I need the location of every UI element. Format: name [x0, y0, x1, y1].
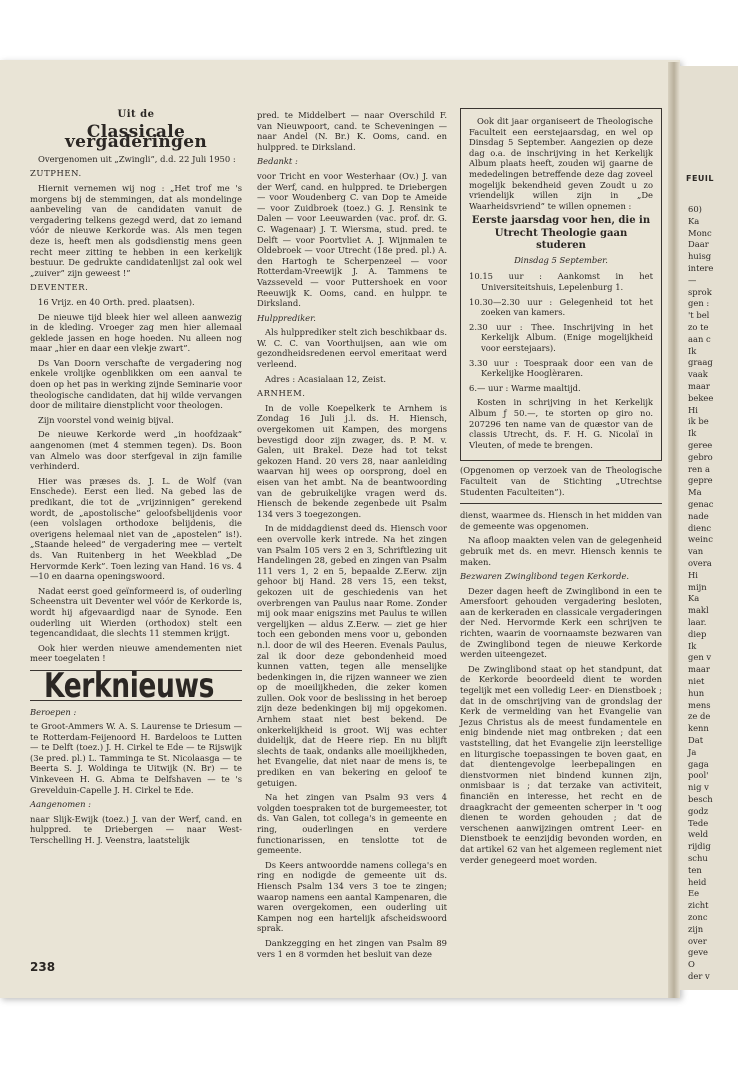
page-gutter — [668, 62, 680, 998]
deventer-paragraph: Ds Van Doorn verschafte de vergadering nog enkele vrolijke ogenblikken om een aanval te doen op het pas in werking zijnde Seminarie voor theologische candidaten, dat hij wilde vervangen door de militaire dienstplicht voor theologen. — [30, 357, 242, 411]
next-page-line: Ee — [688, 888, 700, 899]
next-page-line: ten — [688, 864, 702, 875]
deventer-paragraph: Ook hier werden nieuwe amendementen niet meer toegelaten ! — [30, 642, 242, 664]
next-page-line: rijdig — [688, 841, 711, 852]
next-page-line: — — [688, 274, 697, 285]
next-page-line: aan c — [688, 333, 711, 344]
next-page-line: bekee — [688, 392, 714, 403]
schedule-list — [469, 271, 653, 393]
hulpprediker-text: Als hulpprediker stelt zich beschikbaar ds. W. C. C. van Voorthuijsen, aan wie om gezondheidsredenen eervol emeritaat werd verleend. — [257, 327, 447, 370]
next-page-line: gen v — [688, 652, 712, 663]
next-page-line: weld — [688, 829, 709, 840]
box-kosten: Kosten in schrijving in het Kerkelijk Album ƒ 50.—, te storten op giro no. 207296 ten name van de quæstor van de classis Utrecht, ds. F. H. G. Nicolaï in Vleuten, of mede te brengen. — [469, 397, 653, 450]
arnhem-paragraph: Ds Keers antwoordde namens collega's en ring en nodigde de gemeente uit ds. Hiensch Psalm 134 vers 3 toe te zingen; waarop namens een aantal Kampenaren, die waren overgekomen, een ouderling uit Kampen nog een hartelijk afscheidswoord sprak. — [257, 859, 447, 934]
deventer-paragraph: 16 Vrijz. en 40 Orth. pred. plaatsen). — [38, 296, 195, 307]
column-2 — [257, 110, 447, 963]
zwingli-paragraph: Dezer dagen heeft de Zwinglibond in een te Amersfoort gehouden vergadering besloten, aan de kerkeraden en classicale vergaderingen der Ned. Hervormde Kerk een schrijven te richten, waarin de voornaamste bezwaren van de Zwinglibond tegen de nieuwe Kerkorde werden uiteengezet. — [460, 585, 662, 660]
bedankt-label: Bedankt : — [257, 156, 298, 167]
bedankt-text: voor Tricht en voor Westerhaar (Ov.) J. van der Werf, cand. en hulppred. te Driebergen — voor Woudenberg C. van Dop te Ameide — voor Zuidbroek (toez.) G. J. Rensink te Dalen — voor Leeuwarden (vac. prof. dr. G. C. Wagenaar) J. T. Wiersma, stud. pred. te Delft — voor Poortvliet A. J. Wijnmalen te Oldebroek — voor Utrecht (18e pred. pl.) A. den Hartogh te Scherpenzeel — voor Rotterdam-Vreewijk J. A. Tammens te Vazsseveld — voor Puttershoek en voor Reeuwijk K. Ooms, cand. en hulppr. te Dirksland. — [257, 170, 447, 309]
next-page-line: gen : — [688, 298, 710, 309]
arnhem-paragraph: Dankzegging en het zingen van Psalm 89 vers 1 en 8 vormden het besluit van deze — [257, 937, 447, 959]
next-page-line: Daar — [688, 239, 709, 250]
next-page-line: der v — [688, 971, 710, 981]
next-page-line: Hi — [688, 569, 698, 580]
next-page-line: niet — [688, 676, 705, 686]
next-page-line: Hi — [688, 404, 698, 415]
column-3 — [460, 108, 662, 869]
next-page-line: zicht — [688, 900, 709, 911]
schedule-item: 2.30 uur : Thee. Inschrijving in het Kerkelijk Album. (Enige mogelijkheid voor eerstejaars). — [469, 321, 653, 353]
kerknieuws-title: Kerknieuws — [44, 665, 215, 706]
next-page-line: geve — [688, 947, 709, 958]
next-page-line: pool' — [688, 770, 709, 781]
next-page-line: nade — [688, 510, 709, 521]
arnhem-heading: ARNHEM. — [257, 388, 306, 399]
next-page-line: gebro — [688, 451, 713, 462]
next-page-line: over — [688, 935, 707, 946]
aangenomen-label: Aangenomen : — [30, 799, 91, 810]
next-page-line: godz — [688, 805, 709, 816]
next-page-line: dienc — [688, 522, 712, 533]
deventer-paragraph: De nieuwe Kerkorde werd „in hoofdzaak” aangenomen (met 4 stemmen tegen). Ds. Boon van Almelo was door sterfgeval in zijn familie verhinderd. — [30, 429, 242, 472]
next-page-line: Ik — [688, 345, 697, 356]
arnhem-continued: dienst, waarmee ds. Hiensch in het midden van de gemeente was opgenomen. — [460, 510, 662, 531]
zwingli-paragraph: De Zwinglibond staat op het standpunt, dat de Kerkorde beoordeeld dient te worden tegelijk met een volledig Leer- en Dienstboek ; dat in de omschrijving van de grondslag der Kerk de vermelding van het Evangelie van Jezus Christus als de meest fundamentele en enig bindende niet mag ontbreken ; dat een vaststelling, dat het Evangelie zijn leerstellige en liturgische toepassingen te boven gaat, en dat dientengevolge leerbepalingen en dienstvormen niet bindend kunnen zijn, onmisbaar is ; dat terzake van activiteit, financiën en interesse, het recht en de draagkracht der gemeenten scherper in 't oog dienen te worden gehouden ; dat de verschenen aanwijzingen omtrent Leer- en Dienstboek te eenzijdig bevonden worden, en dat artikel 62 van het algemeen reglement niet verder genegeerd moet worden. — [460, 663, 662, 865]
next-page-line: Ka — [688, 593, 700, 604]
next-page-header: FEUIL — [686, 174, 714, 183]
beroepen-label: Beroepen : — [30, 706, 77, 717]
next-page-line: Dat — [688, 735, 704, 745]
page-number: 238 — [30, 960, 56, 974]
next-page-line: nig v — [688, 782, 709, 793]
next-page-line: van — [688, 546, 704, 557]
deventer-heading: DEVENTER. — [30, 282, 89, 293]
box-heading: Eerste jaarsdag voor hen, die in Utrecht Theologie gaan studeren — [471, 215, 651, 252]
next-page-line: ren a — [688, 463, 711, 474]
continued-text: pred. te Middelbert — naar Overschild F. van Nieuwpoort, cand. te Scheveningen — naar Andel (N. Br.) K. Ooms, cand. en hulppred. te Dirksland. — [257, 110, 447, 152]
next-page-line: ik be — [688, 416, 709, 427]
next-page-edge — [680, 66, 738, 990]
next-page-line: Ja — [688, 746, 697, 757]
deventer-paragraph: Nadat eerst goed geïnformeerd is, of ouderling Scheenstra uit Deventer wel vóór de Kerkorde is, wordt hij afgevaardigd naar de Synode. Een ouderling uit Wierden (orthodox) stelt een tegencandidaat, die slechts 11 stemmen krijgt. — [30, 585, 242, 639]
next-page-line: 60) — [688, 204, 702, 214]
next-page-line: Ma — [688, 487, 702, 498]
divider — [460, 503, 662, 504]
section-header-big: Classicale vergaderingen — [65, 121, 207, 153]
next-page-line: makl — [688, 605, 709, 616]
next-page-line: hun — [688, 687, 705, 698]
next-page-line: overa — [688, 558, 712, 568]
next-page-line: mijn — [688, 581, 707, 592]
next-page-line: zijn — [688, 923, 704, 934]
arnhem-continued: Na afloop maakten velen van de gelegenheid gebruik met ds. en mevr. Hiensch kennis te maken. — [460, 535, 662, 567]
arnhem-paragraph: In de middagdienst deed ds. Hiensch voor een overvolle kerk intrede. Na het zingen van Psalm 105 vers 2 en 3, Schriftlezing uit Handelingen 28, gebed en zingen van Psalm 111 vers 1, 2 en 5, bepaalde Z.Eerw. zijn gehoor bij Hand. 28 vers 15, een tekst, gekozen uit de geschiedenis van het overbrengen van Paulus naar Rome. Zonder mij ook maar enigszins met Paulus te willen vergelijken — aldus Z.Eerw. — ziet ge hier toch een gebonden mens voor u, gebonden n.l. door de wil des Heeren. Evenals Paulus, zal ik door deze gebondenheid moed kunnen vatten, tegen alle menselijke bedenkingen in, die rijzen wanneer we zien op de moeilijkheden, die zeker komen zullen. Ook voor de beslissing in het beroep zijn deze bedenkingen bij mij opgekomen. Arnhem staat niet best bekend. De onkerkelijkheid is groot. Wij was echter duidelijk, dat de Heere riep. En nu blijft slechts de taak, ondanks alle moeilijkheden, het Evangelie, dat niet naar de mens is, te prediken en van bekering en geloof te getuigen. — [257, 523, 447, 788]
hulpprediker-label: Hulpprediker. — [257, 312, 316, 323]
next-page-line: Ik — [688, 428, 697, 439]
next-page-line: weinc — [688, 534, 713, 545]
next-page-line: mens — [688, 699, 711, 710]
next-page-line: O — [688, 959, 695, 970]
next-page-line: graag — [688, 357, 713, 368]
next-page-line: gepre — [688, 475, 713, 486]
beroepen-text: te Groot-Ammers W. A. S. Laurense te Driesum — te Rotterdam-Feijenoord H. Bardeloos te Lutten — te Delft (toez.) J. H. Cirkel te Ede — te Rijswijk (3e pred. pl.) L. Tamminga te St. Nicolaasga — te Beerta S. J. Woldinga te Uitwijk (N. Br) — te Vinkeveen H. G. Abma te Delfshaven — te 's Grevelduin-Capelle J. H. Cirkel te Ede. — [30, 721, 242, 795]
intro-text: Overgenomen uit „Zwingli”, d.d. 22 Juli 1950 : — [38, 153, 236, 164]
next-page-line: intere — [688, 263, 714, 273]
next-page-line: maar — [688, 381, 710, 391]
zutphen-heading: ZUTPHEN. — [30, 168, 82, 179]
arnhem-paragraph: Na het zingen van Psalm 93 vers 4 volgden toespraken tot de burgemeester, tot ds. Van Galen, tot collega's in gemeente en ring, ouderlingen en verdere functionarissen, en tenslotte tot de gemeente. — [257, 792, 447, 856]
arnhem-paragraph: In de volle Koepelkerk te Arnhem is Zondag 16 Juli j.l. ds. H. Hiensch, overgekomen uit Kampen, des morgens bevestigd door zijn zwager, ds. P. M. v. Galen, uit Brakel. Deze had tot tekst gekozen Hand. 20 vers 28, naar aanleiding waarvan hij wees op oorsprong, doel en eisen van het ambt. Na de beantwoording van de gebruikelijke vragen werd ds. Hiensch de bekende zegenbede uit Psalm 134 vers 3 toegezongen. — [257, 402, 447, 519]
next-page-line: schu — [688, 853, 708, 863]
next-page-line: laar. — [688, 617, 707, 627]
next-page-line: Tede — [688, 817, 709, 828]
next-page-line: ze de — [688, 711, 711, 722]
next-page-line: huisg — [688, 251, 712, 262]
next-page-line: 't bel — [688, 310, 710, 321]
next-page-line: diep — [688, 628, 707, 639]
schedule-item: 3.30 uur : Toespraak door een van de Kerkelijke Hooglèraren. — [469, 357, 653, 379]
zutphen-text: Hiernit vernemen wij nog : „Het trof me 's morgens bij de stemmingen, dat als mondelinge aanbeveling van de candidaten vanuit de vergadering telkens gezegd werd, dat zo iemand vóór de nieuwe Kerkorde was. Als men tegen deze is, heeft men als godsdienstig mens geen recht meer zitting te hebben in een kerkelijk bestuur. De gedrukte candidatenlijst zal ook wel „zuiver” zijn geweest !” — [30, 182, 242, 278]
announcement-box — [460, 108, 662, 461]
next-page-line: kenn — [688, 723, 709, 734]
next-page-line: besch — [688, 794, 713, 804]
section-header-small: Uit de — [117, 109, 155, 120]
box-source: (Opgenomen op verzoek van de Theologische Faculteit van de Stichting „Utrechtse Studenten Faculteiten”). — [460, 465, 662, 497]
deventer-paragraph: Hier was præses ds. J. L. de Wolf (van Enschede). Eerst een lied. Na gebed las de predikant, die tot de „vrijzinnigen” gerekend wordt, de „apostolische” geloofsbelijdenis voor (een volslagen orthodoxe belijdenis, die overigens helemaal niet van de „apostelen” is!). „Staande heleed” de vergadering mee — vertelt ds. Van Ruitenberg in het Weekblad „De Hervormde Kerk”. Toen lezing van Hand. 16 vs. 4—10 en daarna openingswoord. — [30, 475, 242, 582]
next-page-line: heid — [688, 876, 707, 887]
next-page-line: genac — [688, 499, 714, 509]
next-page-line: gaga — [688, 758, 709, 769]
zwingli-heading: Bezwaren Zwinglibond tegen Kerkorde. — [460, 571, 630, 582]
next-page-line: zonc — [688, 912, 708, 922]
schedule-item: 10.30—2.30 uur : Gelegenheid tot het zoeken van kamers. — [469, 296, 654, 318]
next-page-line: Monc — [688, 227, 712, 238]
next-page-line: Ik — [688, 640, 697, 651]
hulpprediker-adres: Adres : Acasialaan 12, Zeist. — [265, 373, 386, 384]
next-page-line: geree — [688, 440, 713, 450]
schedule-item: 6.— uur : Warme maaltijd. — [469, 382, 581, 393]
deventer-paragraph: De nieuwe tijd bleek hier wel alleen aanwezig in de kleding. Vroeger zag men hier allemaal geklede jassen en hoge hoeden. Nu alleen nog maar „hier en daar een vlekje zwart”. — [30, 311, 242, 354]
next-page-line: vaak — [688, 369, 708, 380]
box-date: Dinsdag 5 September. — [514, 254, 608, 265]
aangenomen-text: naar Slijk-Ewijk (toez.) J. van der Werf, cand. en hulppred. te Driebergen — naar West-Terschelling H. J. Veenstra, laatstelijk — [30, 813, 242, 846]
column-1 — [30, 110, 242, 850]
next-page-line: Ka — [688, 215, 700, 226]
deventer-paragraph: Zijn voorstel vond weinig bijval. — [38, 414, 174, 425]
next-page-line: maar — [688, 664, 710, 675]
box-intro: Ook dit jaar organiseert de Theologische Faculteit een eerstejaarsdag, en wel op Dinsdag 5 September. Aangezien op deze dag o.a. de inschrijving in het Kerkelijk Album plaats heeft, zouden wij gaarne de mededelingen betreffende deze dag zoveel mogelijk bekendheid geven Zoudt u zo vriendelijk willen zijn in „De Waarheidsvriend” te willen opnemen : — [469, 116, 653, 211]
next-page-line: sprok — [688, 286, 712, 297]
schedule-item: 10.15 uur : Aankomst in het Universiteitshuis, Lepelenburg 1. — [469, 271, 653, 293]
next-page-line: zo te — [688, 322, 709, 332]
